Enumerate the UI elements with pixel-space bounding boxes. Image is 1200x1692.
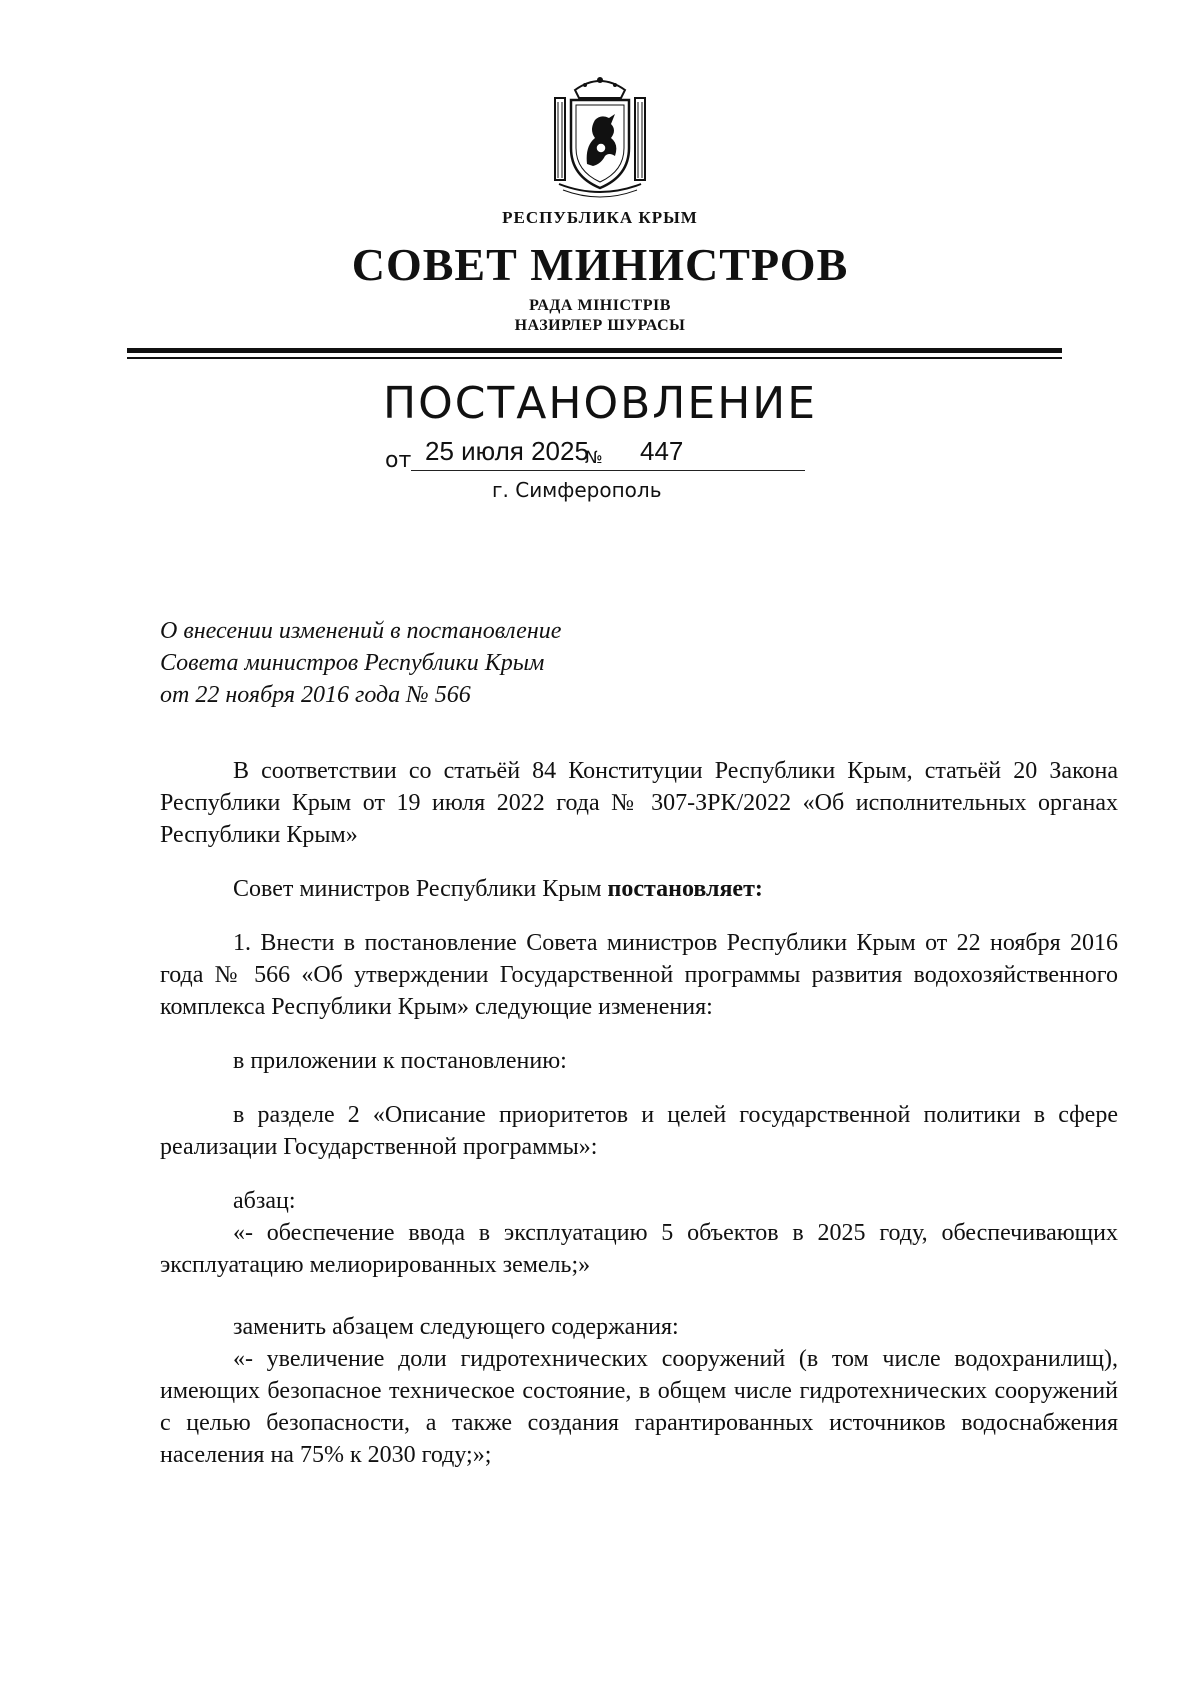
item-1-paragraph: 1. Внести в постановление Совета министров Республики Крым от 22 ноября 2016 года № 566 «Об утверждении Государственной программы развития водохозяйственного комплекса Республики Крым» следующие изменения:: [160, 930, 1118, 1020]
document-body: [160, 755, 1118, 1471]
replace-label: заменить абзацем следующего содержания:: [233, 1314, 679, 1340]
council-name: СОВЕТ МИНИСТРОВ: [351, 239, 849, 290]
subject-line: от 22 ноября 2016 года № 566: [160, 682, 471, 708]
document-subject: [160, 615, 561, 711]
preamble-paragraph: В соответствии со статьёй 84 Конституции Республики Крым, статьёй 20 Закона Республики Крым от 19 июля 2022 года № 307-ЗРК/2022 «Об исполнительных органах Республики Крым»: [160, 758, 1118, 848]
section-paragraph: в разделе 2 «Описание приоритетов и целей государственной политики в сфере реализации Государственной программы»:: [160, 1102, 1118, 1160]
document-type: ПОСТАНОВЛЕНИЕ: [382, 378, 817, 429]
council-name-crimean-tatar: НАЗИРЛЕР ШУРАСЫ: [514, 317, 686, 334]
document-date: 25 июля 2025: [425, 436, 589, 466]
date-number-row: [385, 436, 805, 476]
header-rule-thick: [127, 348, 1062, 353]
coat-of-arms-icon: [545, 68, 655, 198]
council-name-ukrainian: РАДА МІНІСТРІВ: [529, 297, 671, 314]
subject-line: Совета министров Республики Крым: [160, 650, 545, 676]
from-label: от: [385, 448, 412, 473]
new-text-paragraph: «- увеличение доли гидротехнических сооружений (в том числе водохранилищ), имеющих безопасное техническое состояние, в общем числе гидротехнических сооружений с целью безопасности, а также создания гарантированных источников водоснабжения населения на 75% к 2030 году;»;: [160, 1346, 1118, 1468]
republic-name: РЕСПУБЛИКА КРЫМ: [502, 208, 698, 227]
resolves-paragraph: [160, 873, 1118, 905]
resolves-text: Совет министров Республики Крым: [233, 876, 608, 902]
header-rule-thin: [127, 357, 1062, 359]
old-text-paragraph: «- обеспечение ввода в эксплуатацию 5 объектов в 2025 году, обеспечивающих эксплуатацию мелиорированных земель;»: [160, 1220, 1118, 1278]
paragraph-label: абзац:: [233, 1188, 296, 1214]
document-number: 447: [640, 436, 684, 466]
subject-line: О внесении изменений в постановление: [160, 618, 562, 644]
document-city: г. Симферополь: [492, 478, 662, 502]
number-label: №: [585, 448, 603, 468]
resolves-keyword: постановляет:: [607, 876, 763, 902]
annex-paragraph: в приложении к постановлению:: [233, 1048, 567, 1074]
date-underline: [411, 470, 805, 471]
